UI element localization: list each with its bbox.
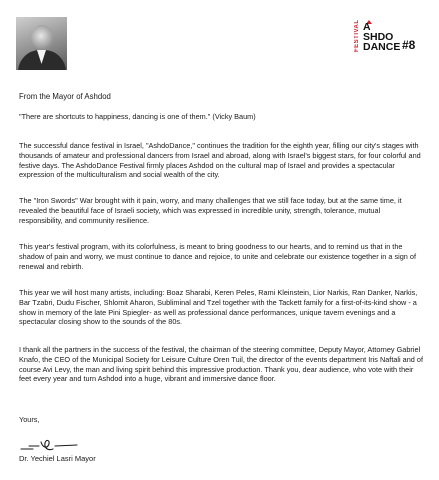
- logo-line-2: SHDO: [363, 31, 394, 43]
- paragraph-program: This year's festival program, with its colorfulness, is meant to bring goodness to our hearts, and to remind us that in the shadow of pain and worry, we must continue to dance and rejoice, to unite and celebrate our existence together in a sign of renewal and rebirth.: [19, 242, 416, 271]
- letter-closing: Yours,: [19, 415, 40, 424]
- letter-heading: From the Mayor of Ashdod: [19, 92, 111, 101]
- logo-line-3: DANCE: [363, 41, 401, 53]
- paragraph-thanks: I thank all the partners in the success of the festival, the chairman of the steering committee, Deputy Mayor, Attorney Gabriel Knafo, the CEO of the Municipal Society for Leisure Culture Oren Tuil, the director of the events department Iris Naftali and of course Avi Levy, the man and living spirit behind this impressive production. Thank you, dear audience, who vote with their feet every year and turn Ashdod into a huge, vibrant and immersive dance floor.: [19, 345, 423, 384]
- portrait-head: [31, 25, 53, 52]
- logo-line-1: A: [363, 21, 371, 33]
- mayor-portrait-photo: [16, 17, 67, 70]
- ashdodance-festival-logo: [354, 20, 426, 54]
- paragraph-artists: This year we will host many artists, including: Boaz Sharabi, Keren Peles, Rami Kleinstein, Lior Narkis, Ran Danker, Narkis, Bar Tzabri, Dudu Fischer, Shlomit Aharon, Subliminal and Tzel together with the Tackett family for a first-of-its-kind show - a show in memory of the late Pini Spiegler- as well as professional dance performances, unique tavern evenings and a spectacular closing show to the sounds of the 80s.: [19, 288, 418, 327]
- paragraph-intro: The successful dance festival in Israel, "AshdoDance," continues the tradition for the eighth year, filling our city's stages with thousands of amateur and professional dancers from Israel and abroad, along with Israel's biggest stars, for four colorful and festive days. The AshdoDance Festival firmly places Ashdod on the cultural map of Israel and provides a spectacular expression of the multiculturalism and social wealth of the city.: [19, 141, 421, 180]
- signature-name: Dr. Yechiel Lasri Mayor: [19, 454, 96, 463]
- paragraph-iron-swords: The "Iron Swords" War brought with it pain, worry, and many challenges that we still face today, but at the same time, it revealed the beautiful face of Israeli society, which was expressed in incredible unity, strength, tolerance, mutual responsibility, and community resilience.: [19, 196, 402, 225]
- logo-festival-label: FESTIVAL: [354, 19, 360, 52]
- handwritten-signature: [19, 434, 89, 454]
- opening-quote: "There are shortcuts to happiness, dancing is one of them." (Vicky Baum): [19, 112, 256, 121]
- logo-edition-number: #8: [402, 38, 416, 52]
